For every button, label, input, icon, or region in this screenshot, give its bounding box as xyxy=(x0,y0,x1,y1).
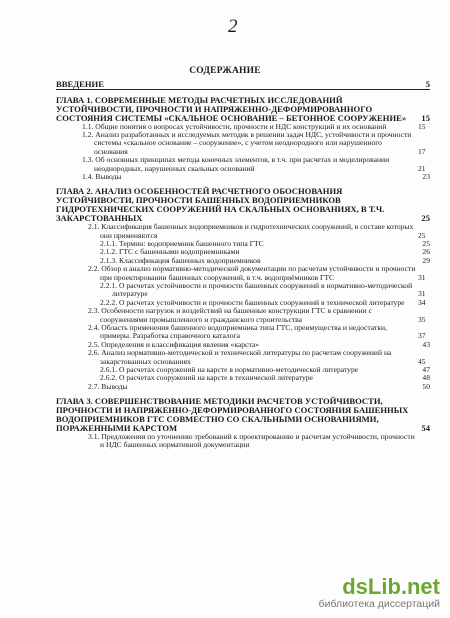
toc-entry xyxy=(88,383,430,391)
toc-entry xyxy=(88,307,430,324)
toc-entry-page: 50 xyxy=(422,381,430,391)
toc-entry-title: ВВЕДЕНИЕ xyxy=(56,79,104,89)
toc-chapter xyxy=(56,397,430,433)
toc-entry-title: 2.1.1. Термин: водоприемник башенного типа ГТС xyxy=(100,238,264,248)
toc-entry xyxy=(88,349,430,366)
toc-entry xyxy=(100,282,430,299)
toc-chapter xyxy=(56,187,430,223)
toc-entry xyxy=(88,223,430,240)
toc-entry-page: 34 xyxy=(429,299,430,307)
toc-entry-page: 17 xyxy=(429,148,430,156)
toc-entry-title: 2.1.2. ГТС с башенными водоприемниками xyxy=(100,247,240,257)
handwritten-page-number: 2 xyxy=(228,16,238,37)
toc-entry xyxy=(88,265,430,282)
toc-entry-title: 1.1. Общие понятия о вопросах устойчивости, прочности и НДС конструкций и их оснований xyxy=(82,121,387,131)
page-title: СОДЕРЖАНИЕ xyxy=(189,66,261,76)
toc-entry-page: 35 xyxy=(429,316,430,324)
toc-entry-page: 45 xyxy=(429,358,430,366)
toc-entry-page: 31 xyxy=(429,290,430,298)
toc-entry-title: 2.7. Выводы xyxy=(88,381,128,391)
toc-entry-title: 2.6.2. О расчетах сооружений на карсте в технической литературе xyxy=(100,373,313,383)
toc-entry-page: 31 xyxy=(429,274,430,282)
toc-entry xyxy=(88,324,430,341)
toc-chapter xyxy=(56,96,430,123)
toc-entry-title: 2.6. Анализ нормативно-методической и технической литературы по расчетам сооружений на закарстованных основаниях xyxy=(88,348,392,366)
toc-entry-title: 1.3. Об основных принципах метода конечных элементов, в т.ч. при расчетах и моделировании неоднородных, нарушенных скальных оснований xyxy=(82,155,390,173)
toc-entry-page: 54 xyxy=(421,422,430,433)
toc-entry-page: 43 xyxy=(422,339,430,349)
toc-entry-title: 1.4. Выводы xyxy=(82,172,122,182)
watermark-subtitle: библиотека диссертаций xyxy=(318,598,440,610)
toc-entry-title: 2.6.1. О расчетах сооружений на карсте в нормативно-методической литературе xyxy=(100,365,359,374)
toc-entry-title: 2.4. Область применения башенного водоприемника типа ГТС, преимущества и недостатки, примеры. Разработка справочного каталога xyxy=(88,322,387,341)
toc-entry-title: 2.5. Определения и классификация явления «карста» xyxy=(88,339,260,349)
toc-entry-title: 1.2. Анализ разработанных и исследуемых методик в решении задач НДС, устойчивости и прочности системы «скальное основание – сооружение», с учетом неоднородного или нарушенного основания xyxy=(82,130,412,156)
watermark xyxy=(319,576,440,610)
toc-entry-page: 29 xyxy=(422,255,430,265)
toc-entry-page: 15 xyxy=(421,112,430,123)
toc-entry-title: 2.3. Особенности нагрузок и воздействий на башенные конструкции ГТС в сравнении с сооружениями промышленного и гражданского строительства xyxy=(88,306,372,324)
toc-entry-page: 37 xyxy=(429,332,430,340)
toc-entry-title: 2.2.2. О расчетах устойчивости и прочности башенных сооружений в технической литературе xyxy=(100,297,405,307)
toc-entry-page: 23 xyxy=(422,172,430,182)
toc-entry-page: 25 xyxy=(421,213,430,224)
toc-entry-title: 2.1.3. Классификация башенных водоприемников xyxy=(100,255,261,265)
toc-entry xyxy=(82,156,430,173)
toc-entry xyxy=(88,433,430,450)
toc-entry-page: 48 xyxy=(422,373,430,383)
toc-entry-title: 2.1. Классификация башенных водоприемников и гидротехнических сооружений, в составе которых они применяются xyxy=(88,222,414,240)
dslib-logo: dsLib.net xyxy=(342,574,440,599)
table-of-contents xyxy=(56,80,430,450)
toc-entry-title: ГЛАВА 1. СОВРЕМЕННЫЕ МЕТОДЫ РАСЧЕТНЫХ ИССЛЕДОВАНИЙ УСТОЙЧИВОСТИ, ПРОЧНОСТИ И НАПРЯЖЕННО-ДЕФОРМИРОВАННОГО СОСТОЯНИЯ СИСТЕМЫ «СКАЛЬНОЕ ОСНОВАНИЕ – БЕТОННОЕ СООРУЖЕНИЕ» xyxy=(56,94,407,123)
toc-entry-page: 47 xyxy=(422,365,430,374)
toc-entry xyxy=(82,131,430,156)
toc-entry xyxy=(100,374,430,382)
toc-entry-page: 21 xyxy=(429,165,430,173)
toc-entry-page: 25 xyxy=(429,232,430,240)
toc-chapter xyxy=(56,80,430,90)
toc-entry-title: 2.2. Обзор и анализ нормативно-методической документации по расчетам устойчивости и прочности при проектировании башенных сооружений, в т.ч. водоприёмников ГТС xyxy=(88,264,416,282)
toc-entry-title: ГЛАВА 2. АНАЛИЗ ОСОБЕННОСТЕЙ РАСЧЕТНОГО ОБОСНОВАНИЯ УСТОЙЧИВОСТИ, ПРОЧНОСТИ БАШЕННЫХ ВОДОПРИЕМНИКОВ ГИДРОТЕХНИЧЕСКИХ СООРУЖЕНИЙ НА СКАЛЬНЫХ ОСНОВАНИЯХ, В Т.Ч. ЗАКАРСТОВАННЫХ xyxy=(56,186,385,224)
toc-entry-page: 26 xyxy=(422,247,430,257)
toc-entry-page: 15 xyxy=(429,123,430,131)
toc-entry-title: ГЛАВА 3. СОВЕРШЕНСТВОВАНИЕ МЕТОДИКИ РАСЧЕТОВ УСТОЙЧИВОСТИ, ПРОЧНОСТИ И НАПРЯЖЕННО-ДЕФОРМИРОВАННОГО СОСТОЯНИЯ БАШЕННЫХ ВОДОПРИЕМНИКОВ ГТС СОВМЕСТНО СО СКАЛЬНЫМИ ОСНОВАНИЯМИ, ПОРАЖЕННЫМИ КАРСТОМ xyxy=(56,396,409,433)
toc-entry-title: 3.1. Предложения по уточнению требований к проектированию и расчетам устойчивости, прочности и НДС башенных нормативной документации xyxy=(88,431,415,450)
toc-entry-title: 2.2.1. О расчетах устойчивости и прочности башенных сооружений в нормативно-методической литературе xyxy=(100,280,413,299)
toc-entry-page: 25 xyxy=(422,238,430,248)
toc-entry xyxy=(82,173,430,181)
toc-entry-page: 5 xyxy=(425,79,430,89)
